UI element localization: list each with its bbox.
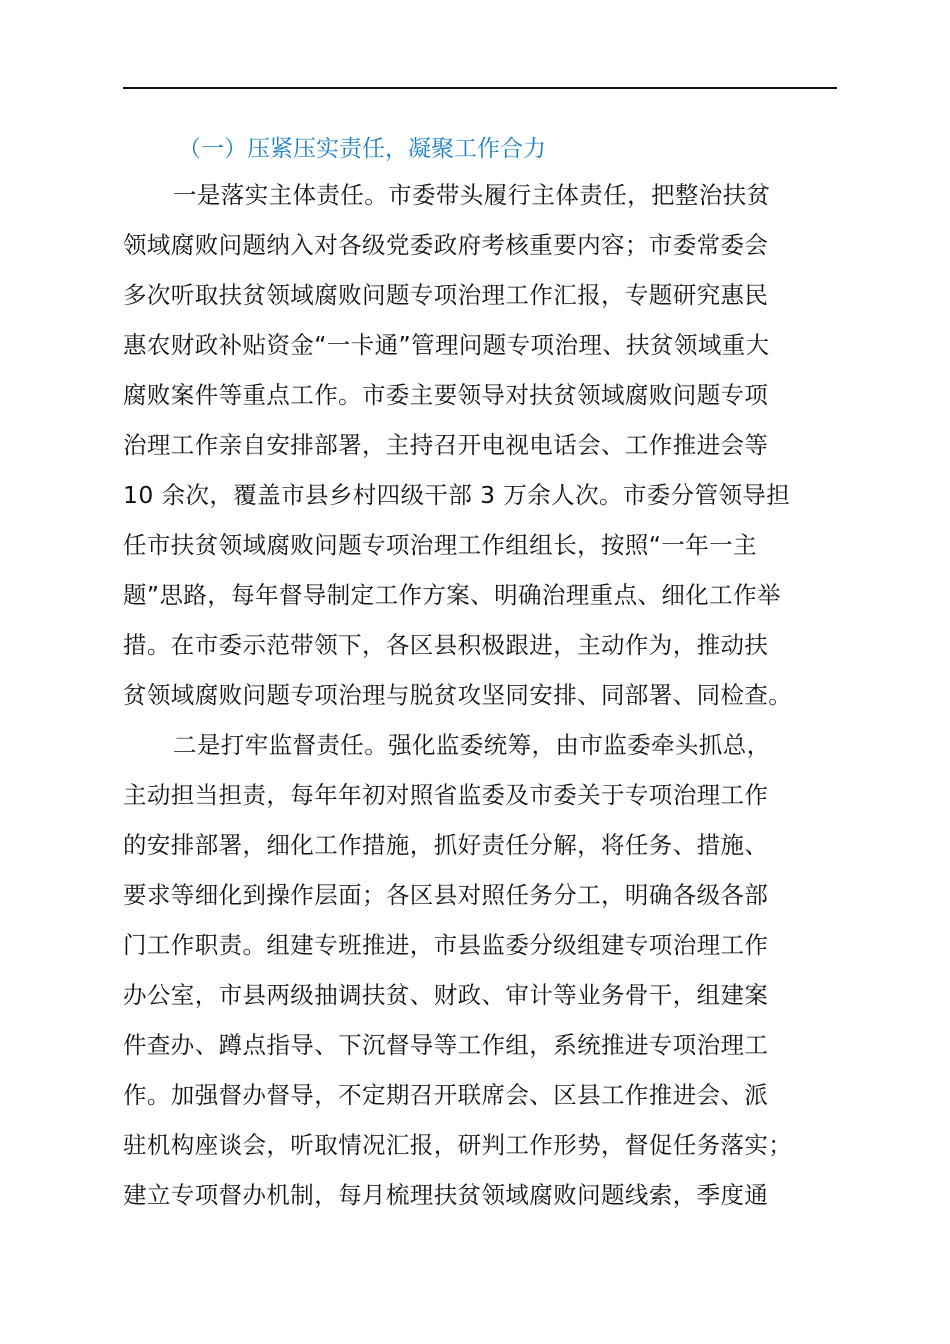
header-rule xyxy=(123,87,837,89)
paragraph-line: 驻机构座谈会，听取情况汇报，研判工作形势，督促任务落实； xyxy=(123,1131,793,1159)
paragraph-line: 办公室，市县两级抽调扶贫、财政、审计等业务骨干，组建案 xyxy=(123,981,769,1009)
paragraph-line: 多次听取扶贫领域腐败问题专项治理工作汇报，专题研究惠民 xyxy=(123,281,769,309)
paragraph-line: 领域腐败问题纳入对各级党委政府考核重要内容；市委常委会 xyxy=(123,231,769,259)
paragraph-line: 治理工作亲自安排部署，主持召开电视电话会、工作推进会等 xyxy=(123,431,769,459)
paragraph-line: 惠农财政补贴资金“一卡通”管理问题专项治理、扶贫领域重大 xyxy=(123,331,770,359)
paragraph-line: 任市扶贫领域腐败问题专项治理工作组组长，按照“一年一主 xyxy=(123,531,757,559)
paragraph-line: 门工作职责。组建专班推进，市县监委分级组建专项治理工作 xyxy=(123,931,769,959)
paragraph-line: 题”思路，每年督导制定工作方案、明确治理重点、细化工作举 xyxy=(123,581,781,609)
paragraph-line: 件查办、蹲点指导、下沉督导等工作组，系统推进专项治理工 xyxy=(123,1031,769,1059)
paragraph-line: 建立专项督办机制，每月梳理扶贫领域腐败问题线索，季度通 xyxy=(123,1181,769,1209)
paragraph-line: 主动担当担责，每年年初对照省监委及市委关于专项治理工作 xyxy=(123,781,769,809)
paragraph-line: 二是打牢监督责任。强化监委统筹，由市监委牵头抓总， xyxy=(173,731,771,759)
paragraph-line: 措。在市委示范带领下，各区县积极跟进，主动作为，推动扶 xyxy=(123,631,769,659)
paragraph-line: 要求等细化到操作层面；各区县对照任务分工，明确各级各部 xyxy=(123,881,769,909)
paragraph-line: 的安排部署，细化工作措施，抓好责任分解，将任务、措施、 xyxy=(123,831,769,859)
paragraph-line: 贫领域腐败问题专项治理与脱贫攻坚同安排、同部署、同检查。 xyxy=(123,681,793,709)
paragraph-line: 10 余次，覆盖市县乡村四级干部 3 万余人次。市委分管领导担 xyxy=(123,481,791,509)
paragraph-line: 腐败案件等重点工作。市委主要领导对扶贫领域腐败问题专项 xyxy=(123,381,769,409)
section-heading: （一）压紧压实责任，凝聚工作合力 xyxy=(178,136,546,162)
paragraph-line: 作。加强督办督导，不定期召开联席会、区县工作推进会、派 xyxy=(123,1081,769,1109)
paragraph-line: 一是落实主体责任。市委带头履行主体责任，把整治扶贫 xyxy=(173,181,771,209)
